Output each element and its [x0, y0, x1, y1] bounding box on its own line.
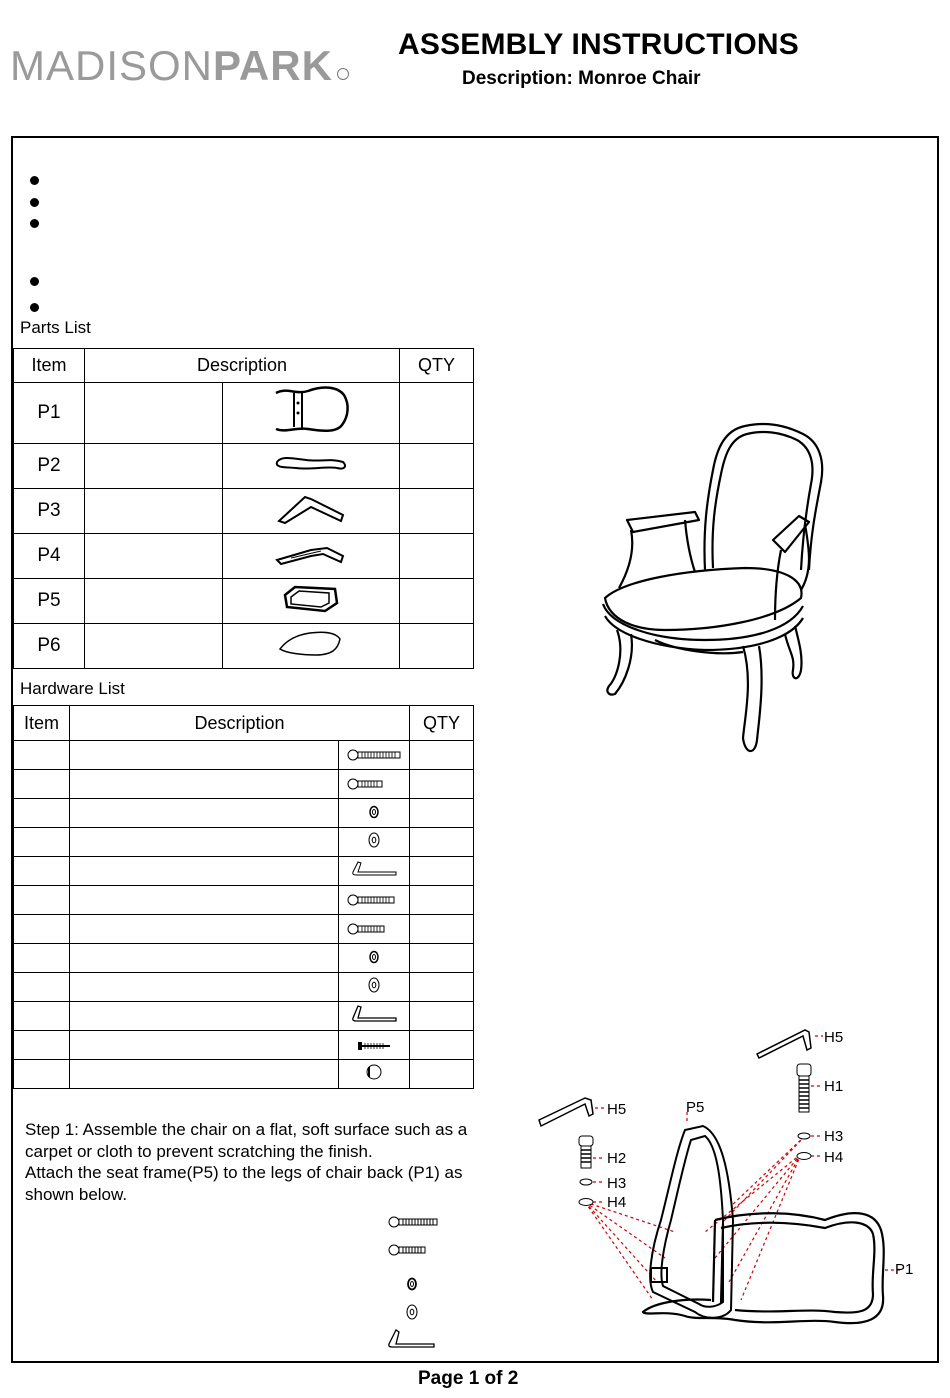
bullet-icon	[30, 277, 39, 286]
table-row	[14, 1031, 474, 1060]
part-image-cell	[223, 489, 400, 534]
table-row	[14, 444, 474, 489]
table-row	[14, 857, 474, 886]
column-header: QTY	[410, 706, 474, 741]
table-row	[14, 383, 474, 444]
part-qty	[400, 579, 474, 624]
document-title: ASSEMBLY INSTRUCTIONS	[398, 28, 799, 61]
parts-table	[13, 348, 474, 669]
table-row	[14, 886, 474, 915]
step-1-line: Step 1: Assemble the chair on a flat, soft surface such as a	[25, 1120, 468, 1139]
part-description	[85, 383, 223, 444]
part-qty	[400, 444, 474, 489]
table-row	[14, 624, 474, 669]
part-qty	[400, 489, 474, 534]
long-bolt-icon	[347, 749, 401, 761]
table-row	[14, 741, 474, 770]
parts-list-title: Parts List	[20, 318, 91, 337]
label-h3-right: H3	[824, 1128, 844, 1145]
part-description	[85, 624, 223, 669]
part-description	[85, 534, 223, 579]
hardware-list-title: Hardware List	[20, 679, 125, 698]
step-1-line: shown below.	[25, 1184, 128, 1204]
arm-bracket-icon	[271, 542, 351, 566]
part-item: P4	[14, 534, 85, 579]
table-row	[14, 579, 474, 624]
part-item: P1	[14, 383, 85, 444]
table-row	[14, 489, 474, 534]
chair-illustration	[595, 420, 835, 765]
part-description	[85, 579, 223, 624]
brand-logo	[10, 42, 349, 90]
table-header-row	[14, 706, 474, 741]
table-row	[14, 799, 474, 828]
bullet-icon	[30, 198, 39, 207]
label-h4-left: H4	[607, 1194, 627, 1211]
lock-washer-icon	[367, 950, 381, 964]
label-p1: P1	[895, 1261, 914, 1278]
table-row	[14, 1060, 474, 1089]
part-description	[85, 489, 223, 534]
part-image-cell	[223, 444, 400, 489]
table-row	[14, 915, 474, 944]
glide-icon	[365, 1063, 383, 1081]
brand-logo-light: MADISON	[10, 42, 214, 89]
label-h5-right: H5	[824, 1029, 844, 1046]
flat-washer-icon	[367, 832, 381, 848]
part-image-cell	[223, 579, 400, 624]
column-header: Description	[85, 349, 400, 383]
part-image-cell	[223, 624, 400, 669]
column-header: Item	[14, 349, 85, 383]
allen-key-icon	[350, 1004, 398, 1024]
arm-support-icon	[271, 493, 351, 525]
step-1-instructions	[25, 1119, 505, 1205]
part-item: P6	[14, 624, 85, 669]
part-qty	[400, 383, 474, 444]
table-row	[14, 973, 474, 1002]
hardware-table	[13, 705, 474, 1089]
part-image-cell	[223, 383, 400, 444]
table-row	[14, 828, 474, 857]
part-description	[85, 444, 223, 489]
label-h4-right: H4	[824, 1149, 844, 1166]
table-row	[14, 944, 474, 973]
bullet-icon	[30, 219, 39, 228]
part-image-cell	[223, 534, 400, 579]
step-1-hardware	[386, 1214, 442, 1349]
table-row	[14, 770, 474, 799]
label-h3-left: H3	[607, 1175, 627, 1192]
table-header-row	[14, 349, 474, 383]
part-item: P5	[14, 579, 85, 624]
document-subtitle: Description: Monroe Chair	[462, 68, 701, 89]
column-header: Item	[14, 706, 70, 741]
label-p5: P5	[686, 1099, 705, 1116]
part-qty	[400, 624, 474, 669]
lock-washer-icon	[367, 805, 381, 819]
page-number: Page 1 of 2	[418, 1368, 519, 1389]
armrest-icon	[271, 454, 351, 474]
label-h1: H1	[824, 1078, 844, 1095]
label-h2: H2	[607, 1150, 627, 1167]
step-1-line: carpet or cloth to prevent scratching the finish.	[25, 1141, 373, 1161]
bullet-icon	[30, 303, 39, 312]
short-bolt-icon	[347, 778, 401, 790]
chair-back-frame-icon	[266, 385, 356, 437]
assembly-diagram	[535, 1020, 935, 1340]
seat-cushion-icon	[276, 629, 346, 659]
step-1-line: Attach the seat frame(P5) to the legs of chair back (P1) as	[25, 1163, 463, 1182]
long-bolt-icon	[347, 894, 401, 906]
part-item: P3	[14, 489, 85, 534]
column-header: QTY	[400, 349, 474, 383]
column-header: Description	[70, 706, 410, 741]
short-bolt-icon	[347, 923, 401, 935]
flat-washer-icon	[367, 977, 381, 993]
bullet-icon	[30, 176, 39, 185]
screw-icon	[356, 1041, 392, 1051]
brand-logo-bold: PARK	[213, 42, 333, 89]
label-h5-left: H5	[607, 1101, 627, 1118]
table-row	[14, 1002, 474, 1031]
logo-dot-icon	[337, 68, 349, 80]
seat-frame-icon	[279, 583, 343, 615]
table-row	[14, 534, 474, 579]
allen-key-icon	[350, 860, 398, 878]
part-item: P2	[14, 444, 85, 489]
part-qty	[400, 534, 474, 579]
